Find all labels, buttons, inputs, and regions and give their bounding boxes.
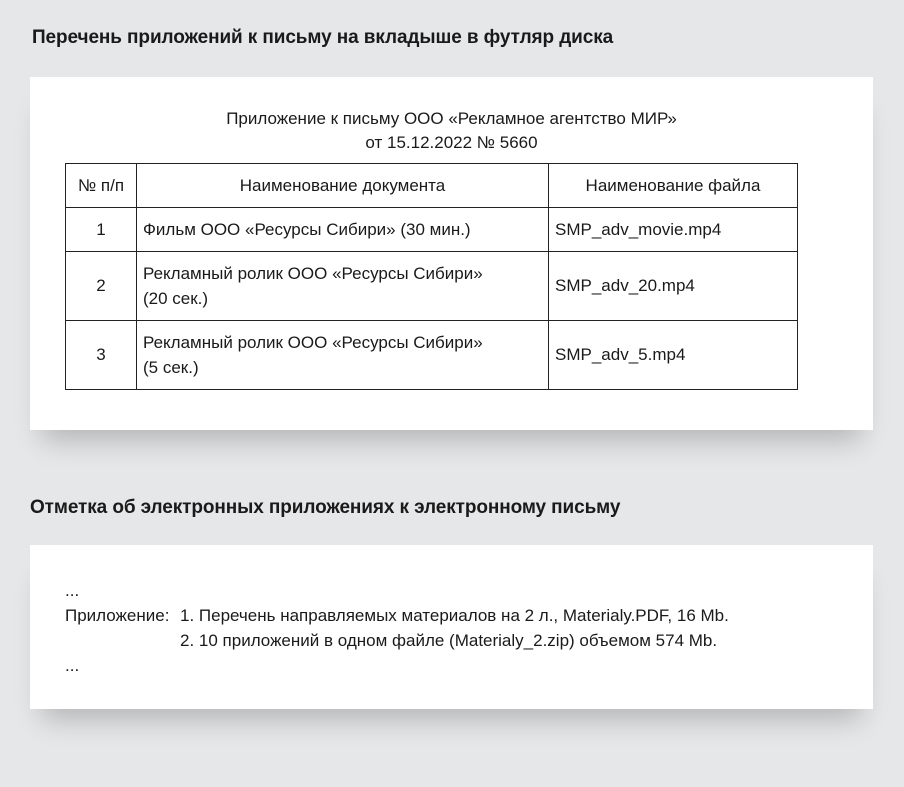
table-header-row	[66, 164, 798, 208]
row-document-line: Рекламный ролик ООО «Ресурсы Сибири»	[143, 333, 483, 352]
ellipsis-top: ...	[65, 581, 80, 600]
caption-line-date: от 15.12.2022 № 5660	[365, 133, 538, 152]
attachment-caption	[30, 107, 873, 155]
row-document-line: Фильм ООО «Ресурсы Сибири» (30 мин.)	[143, 220, 471, 239]
row-document	[137, 208, 549, 252]
row-document-line: Рекламный ролик ООО «Ресурсы Сибири»	[143, 264, 483, 283]
header-file: Наименование файла	[549, 164, 798, 208]
header-document: Наименование документа	[137, 164, 549, 208]
email-excerpt	[65, 578, 729, 678]
email-attachments-card	[30, 545, 873, 709]
attachment-row	[65, 628, 729, 653]
section-heading-email-attachments: Отметка об электронных приложениях к электронному письму	[30, 497, 621, 518]
row-document-line: (5 сек.)	[143, 358, 199, 377]
disc-insert-card	[30, 77, 873, 430]
row-file: SMP_adv_5.mp4	[549, 321, 798, 390]
table-row	[66, 321, 798, 390]
section-heading-disc-insert: Перечень приложений к письму на вкладыше в футляр диска	[32, 27, 614, 48]
attachment-item: 2. 10 приложений в одном файле (Materialy_2.zip) объемом 574 Mb.	[180, 631, 718, 650]
header-number: № п/п	[66, 164, 137, 208]
attachment-row	[65, 603, 729, 628]
row-file: SMP_adv_20.mp4	[549, 252, 798, 321]
attachment-item: 1. Перечень направляемых материалов на 2 л., Materialy.PDF, 16 Mb.	[180, 606, 729, 625]
caption-line-letter: Приложение к письму ООО «Рекламное агентство МИР»	[226, 109, 677, 128]
row-document	[137, 252, 549, 321]
row-number: 3	[66, 321, 137, 390]
attachment-label-spacer	[65, 628, 180, 653]
row-number: 1	[66, 208, 137, 252]
table-row	[66, 208, 798, 252]
attachments-table	[65, 163, 798, 390]
table-row	[66, 252, 798, 321]
ellipsis-bottom: ...	[65, 656, 80, 675]
row-document	[137, 321, 549, 390]
row-number: 2	[66, 252, 137, 321]
attachment-label: Приложение:	[65, 606, 170, 625]
row-file: SMP_adv_movie.mp4	[549, 208, 798, 252]
row-document-line: (20 сек.)	[143, 289, 209, 308]
